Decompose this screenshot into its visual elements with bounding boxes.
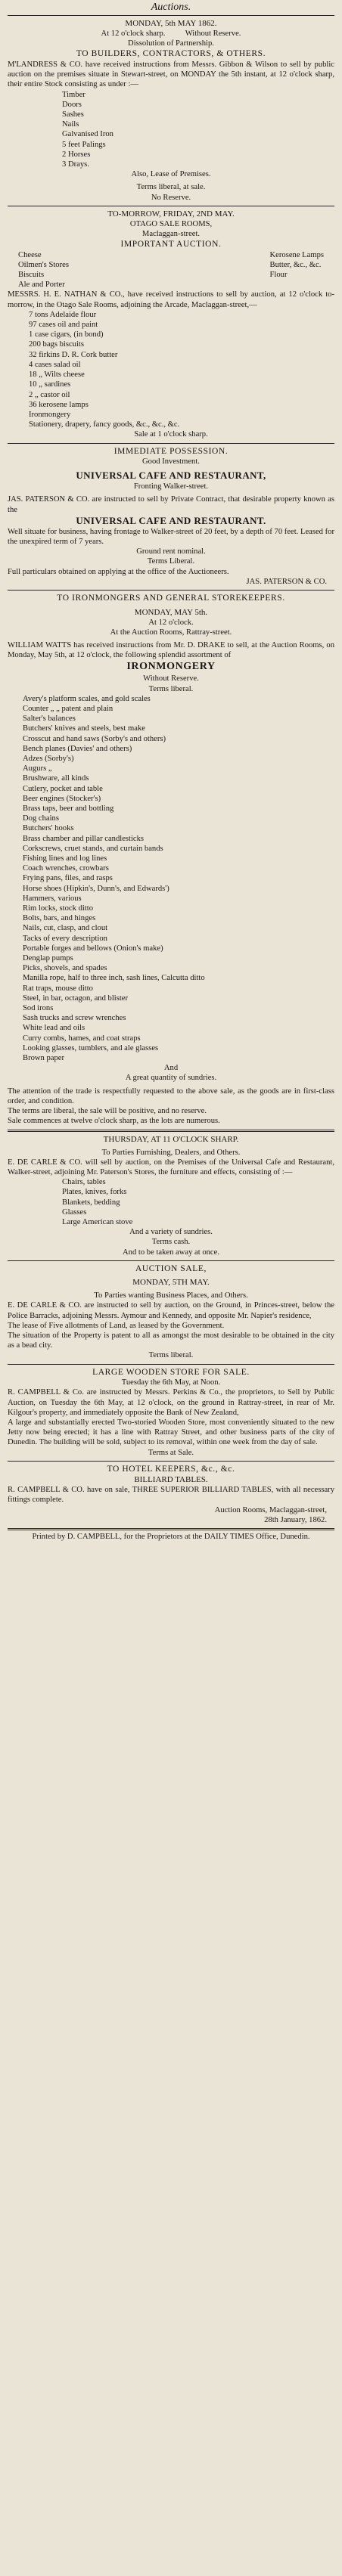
list-item: Brass chamber and pillar candlesticks [23,834,145,843]
ad1-terms: Terms liberal, at sale. [136,183,206,192]
list-item: Manilla rope, half to three inch, sash lines, Calcutta ditto [23,974,205,983]
list-item: Looking glasses, tumblers, and ale glasses [23,1043,159,1052]
ad1-date: MONDAY, 5th MAY 1862. [125,19,217,28]
ad4-word: IRONMONGERY [126,661,216,673]
list-item: Nails, cut, clasp, and clout [23,924,108,933]
list-item: 32 firkins D. R. Cork butter [29,350,118,359]
page-header: Auctions. [151,2,191,13]
ad1-item-list [8,90,334,170]
list-item: Portable forges and bellows (Onion's make) [23,944,163,953]
list-item: 2 „ castor oil [29,390,70,399]
list-item: Plates, knives, forks [62,1188,127,1197]
list-item: Sashes [62,110,84,119]
ad4-sundries: A great quantity of sundries. [125,1074,217,1083]
ad6-lease: The lease of Five allotments of Land, as leased by the Government. [8,1321,225,1330]
list-item: Sod irons [23,1004,54,1013]
list-item: Bolts, bars, and hinges [23,914,96,923]
list-item: 200 bags biscuits [29,340,84,349]
ad3-signature: JAS. PATERSON & CO. [246,577,327,586]
ad4-place: At the Auction Rooms, Rattray-street. [110,628,232,637]
list-item: Blankets, bedding [62,1198,120,1207]
ad3-location: Fronting Walker-street. [133,482,209,491]
ad7-terms: Terms at Sale. [148,1448,194,1457]
list-item: Large American stove [62,1217,133,1226]
ad3-body3: Full particulars obtained on applying at the office of the Auctioneers. [8,567,229,576]
ad7-body: R. CAMPBELL & Co. are instructed by Messrs. Perkins & Co., the proprietors, to Sell by Public Auction, on Tuesday the 6th May, at 12 o'clock, on the ground in Rattray-street, in rear of Mr. Kilgour's property, and immediately opposite the Bank of New Zealand, [8,1388,334,1417]
list-item: 97 cases oil and paint [29,321,98,330]
ad7-date: Tuesday the 6th May, at Noon. [121,1378,221,1387]
ad6-date: MONDAY, 5TH MAY. [132,1278,210,1288]
ad1-reserve: No Reserve. [151,193,191,202]
list-item: Sash trucks and screw wrenches [23,1014,126,1023]
furniture-auction-ad [8,1132,334,1261]
ad5-to: To Parties Furnishing, Dealers, and Others. [101,1148,241,1157]
ad7-body2: A large and substantially erected Two-storied Wooden Store, most conveniently situated to the new Jetty now being erected; it has a line with Rattray Street, and other business parts of the city of Dunedin. The building will be sold, subject to its removal, within one week from the day of sale. [8,1418,334,1447]
ad5-variety: And a variety of sundries. [129,1228,213,1237]
ad4-body: WILLIAM WATTS has received instructions from Mr. D. DRAKE to sell, at the Auction Rooms, on Monday, May 5th, at 12 o'clock, the following splendid assortment of [8,640,334,660]
land-lease-auction-ad [8,1261,334,1365]
list-item: 1 case cigars, (in bond) [29,330,104,339]
list-item: Butchers' knives and steels, best make [23,724,145,733]
list-item: 4 cases salad oil [29,360,81,369]
ad4-item-list [8,694,334,1064]
ad6-body2: The situation of the Property is patent to all as amongst the most desirable to be obtained in the city as a bead city. [8,1331,334,1350]
list-item: Butter, &c., &c. [269,260,322,269]
ad4-reserve: Without Reserve. [143,674,199,684]
ad4-terms: Terms liberal. [148,684,194,693]
list-item: Galvanised Iron [62,130,113,139]
ad2-venue: OTAGO SALE ROOMS, [129,219,213,228]
wooden-store-auction-ad [8,1365,334,1462]
list-item: Steel, in bar, octagon, and blister [23,994,129,1003]
list-item: Dog chains [23,814,59,823]
ad5-date: THURSDAY, AT 11 O'CLOCK SHARP. [103,1134,239,1144]
ad4-terms2: The terms are liberal, the sale will be positive, and no reserve. [8,1107,207,1116]
ad8-place: Auction Rooms, Maclaggan-street, [214,1505,327,1514]
list-item: Beer engines (Stocker's) [23,794,101,803]
ad8-title: BILLIARD TABLES. [134,1475,208,1485]
ad3-body2: Well situate for business, having frontage to Walker-street of 20 feet, by a depth of 70 feet. Leased for the unexpired term of 7 years. [8,527,334,547]
ad6-to: To Parties wanting Business Places, and Others. [94,1291,248,1300]
list-item: 18 „ Wilts cheese [29,370,85,380]
ad6-heading: AUCTION SALE, [135,1263,207,1273]
list-item: Tacks of every description [23,934,107,943]
ad3-heading: IMMEDIATE POSSESSION. [113,446,229,456]
ad2-body: MESSRS. H. E. NATHAN & CO., have received instructions to sell by auction, at 12 o'clock to-morrow, in the Otago Sale Rooms, adjoining the Arcade, Maclaggan-street,— [8,290,334,309]
ad3-body: JAS. PATERSON & CO. are instructed to sell by Private Contract, that desirable property known as the [8,495,334,514]
list-item: Flour [269,271,288,280]
ad8-heading: TO HOTEL KEEPERS, &c., &c. [107,1464,235,1474]
ad1-subhead: Dissolution of Partnership. [128,39,214,48]
list-item: Chairs, tables [62,1178,106,1187]
ad1-title: TO BUILDERS, CONTRACTORS, & OTHERS. [76,49,266,59]
list-item: 7 tons Adelaide flour [29,310,97,319]
list-item: Oilmen's Stores [18,260,69,269]
list-item: Nails [62,120,79,129]
printer-imprint: Printed by D. CAMPBELL, for the Proprietors at the DAILY TIMES Office, Dunedin. [32,1533,310,1542]
list-item: Counter „ „ patent and plain [23,704,113,713]
list-item: Ale and Porter [18,281,65,290]
list-item: Augurs „ [23,764,52,773]
list-item: Cheese [18,250,42,259]
ironmongery-auction-ad [8,591,334,1131]
ad2-title: IMPORTANT AUCTION. [120,240,222,250]
universal-cafe-private-sale-ad [8,444,334,591]
list-item: Picks, shovels, and spades [23,964,107,973]
list-item: Denglap pumps [23,954,73,963]
list-item: Brass taps, beer and bottling [23,804,114,813]
list-item: Brown paper [23,1054,65,1063]
list-item: Hammers, various [23,894,82,903]
list-item: Kerosene Lamps [269,250,324,259]
ad2-right-column [270,250,324,290]
ad3-terms: Terms Liberal. [147,557,195,566]
ad1-lease: Also, Lease of Premises. [131,170,211,179]
list-item: Stationery, drapery, fancy goods, &c., &c., &c. [29,420,180,429]
ad8-date: 28th January, 1862. [264,1515,327,1524]
ad4-note: The attention of the trade is respectfully requested to the above sale, as the goods are in first-class order, and condition. [8,1087,334,1105]
ad5-body: E. DE CARLE & CO. will sell by auction, on the Premises of the Universal Cafe and Restaurant, Walker-street, adjoining Mr. Paterson's Stores, the furniture and effects, consisting of :— [8,1158,334,1176]
list-item: 2 Horses [62,150,91,159]
builders-auction-ad [8,16,334,206]
ad6-body: E. DE CARLE & CO. are instructed to sell by auction, on the Ground, in Princes-street, below the Police Barracks, adjoining Messrs. Aymour and Kennedy, and opposite Mr. Napier's residence, [8,1301,334,1320]
list-item: Fishing lines and log lines [23,854,107,863]
list-item: White lead and oils [23,1024,86,1033]
ad3-name: UNIVERSAL CAFE AND RESTAURANT. [76,514,266,526]
ad2-goods-columns [8,250,334,290]
list-item: Horse shoes (Hipkin's, Dunn's, and Edwards') [23,884,169,893]
list-item: Brushware, all kinds [23,774,89,783]
list-item: Frying pans, files, and rasps [23,874,113,883]
ad5-closing: And to be taken away at once. [123,1248,219,1257]
ad4-closing: Sale commences at twelve o'clock sharp, as the lots are numerous. [8,1117,220,1126]
list-item: Rat traps, mouse ditto [23,984,93,993]
ad5-item-list [8,1177,334,1227]
ad1-time-line: At 12 o'clock sharp. Without Reserve. [101,29,241,38]
list-item: Ironmongery [29,410,71,419]
ad4-date: MONDAY, MAY 5th. [134,607,208,617]
list-item: Bench planes (Davies' and others) [23,744,132,753]
list-item: Biscuits [18,271,45,280]
ad6-terms: Terms liberal. [148,1351,194,1360]
list-item: Cutlery, pocket and table [23,784,103,793]
list-item: Rim locks, stock ditto [23,904,93,913]
list-item: Adzes (Sorby's) [23,754,74,763]
ad2-item-list [8,310,334,429]
ad3-title: UNIVERSAL CAFE AND RESTAURANT, [76,470,266,482]
ad2-street: Maclaggan-street. [141,229,201,238]
list-item: 5 feet Palings [62,140,106,149]
billiard-tables-ad [8,1462,334,1530]
list-item: Avery's platform scales, and gold scales [23,694,151,703]
ad3-subhead: Good Investment. [142,457,200,467]
ad8-body: R. CAMPBELL & CO. have on sale, THREE SUPERIOR BILLIARD TABLES, with all necessary fittings complete. [8,1486,334,1505]
list-item: 3 Drays. [62,160,89,169]
otago-sale-rooms-ad [8,206,334,444]
ad4-and: And [163,1064,179,1073]
ad4-time: At 12 o'clock. [148,618,194,627]
ad7-title: LARGE WOODEN STORE FOR SALE. [92,1367,250,1377]
ad2-left-column [18,250,69,290]
list-item: Doors [62,100,82,109]
list-item: Salter's balances [23,715,76,724]
ad4-title: TO IRONMONGERS AND GENERAL STOREKEEPERS. [57,594,285,603]
ad2-closing: Sale at 1 o'clock sharp. [134,430,208,439]
list-item: 10 „ sardines [29,380,71,389]
list-item: Timber [62,90,86,99]
ad2-date: TO-MORROW, FRIDAY, 2ND MAY. [107,209,235,219]
list-item: Glasses [62,1207,87,1217]
ad3-rent: Ground rent nominal. [136,547,206,556]
list-item: 36 kerosene lamps [29,400,89,409]
ad5-terms: Terms cash. [151,1238,191,1247]
list-item: Corkscrews, cruet stands, and curtain bands [23,844,163,853]
list-item: Curry combs, hames, and coat straps [23,1034,141,1043]
ad1-body: M'LANDRESS & CO. have received instructions from Messrs. Gibbon & Wilson to sell by public auction on the premises situate in Stewart-street, on MONDAY the 5th instant, at 12 o'clock sharp, their entire Stock consisting as under :— [8,60,334,89]
list-item: Coach wrenches, crowbars [23,864,109,873]
list-item: Crosscut and hand saws (Sorby's and others) [23,734,166,743]
list-item: Butchers' hooks [23,824,74,833]
